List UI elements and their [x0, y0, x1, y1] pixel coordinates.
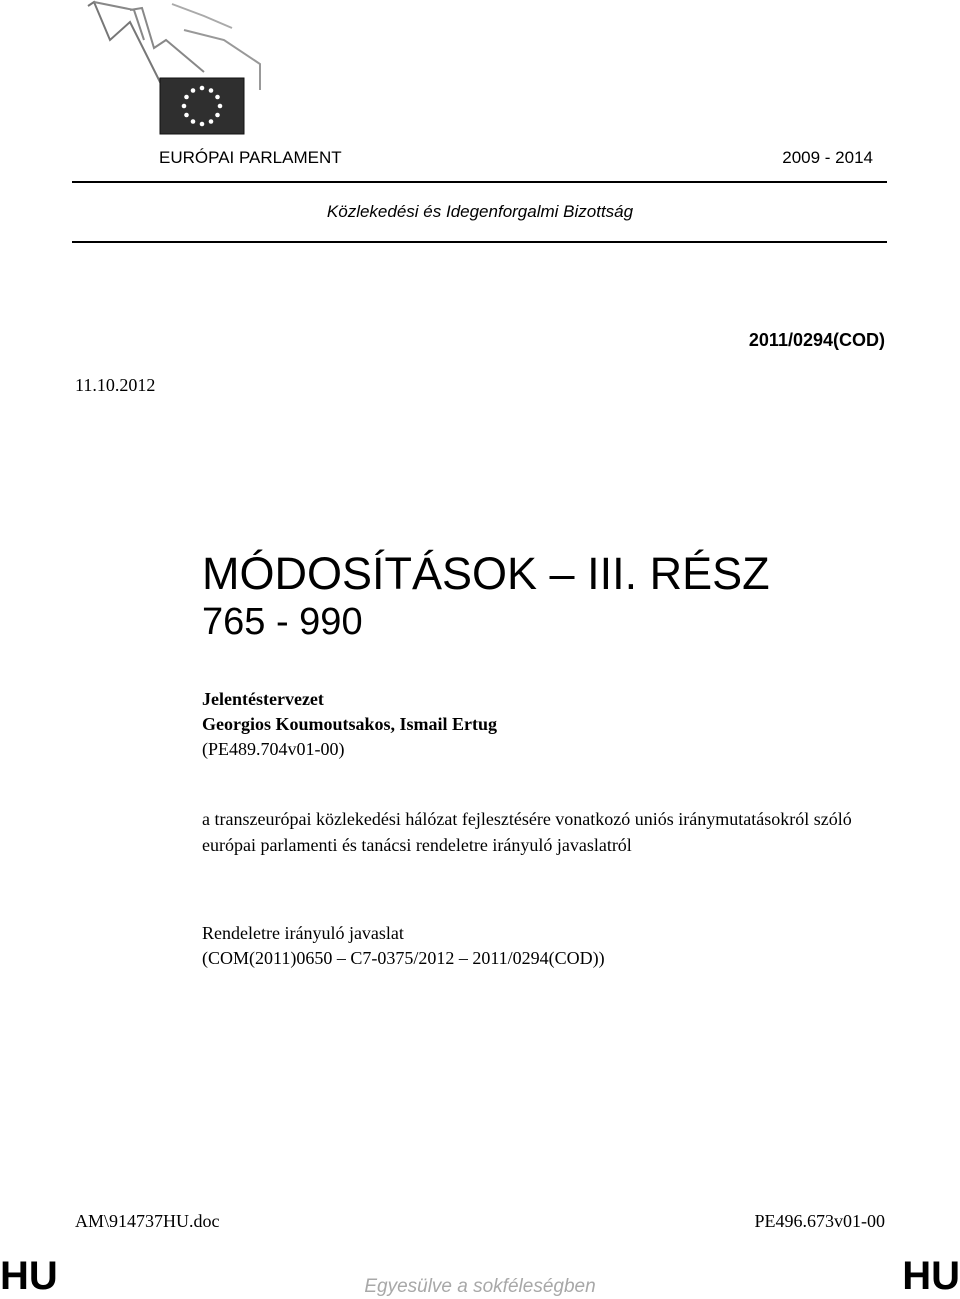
subject-text: a transzeurópai közlekedési hálózat fejlesztésére vonatkozó uniós iránymutatásokról szóló európai parlamenti és tanácsi rendeletre irányuló javaslatról: [202, 809, 852, 855]
procedure-number: 2011/0294(COD): [748, 330, 885, 350]
european-parliament-logo-icon: [84, 0, 264, 140]
parliament-name: EURÓPAI PARLAMENT: [159, 148, 342, 167]
proposal-references: (COM(2011)0650 – C7-0375/2012 – 2011/0294(COD)): [202, 948, 605, 968]
committee-divider: [72, 241, 887, 243]
report-type: Jelentéstervezet: [202, 689, 324, 709]
amendment-range: 765 - 990: [202, 601, 363, 643]
language-code-right: HU: [902, 1254, 960, 1298]
proposal-label: Rendeletre irányuló javaslat: [202, 923, 404, 943]
footer-pe-number: PE496.673v01-00: [754, 1211, 885, 1231]
eu-motto: Egyesülve a sokféleségben: [364, 1276, 596, 1297]
document-title: MÓDOSÍTÁSOK – III. RÉSZ: [202, 548, 770, 599]
footer-file-name: AM\914737HU.doc: [75, 1211, 220, 1231]
pe-reference: (PE489.704v01-00): [202, 739, 345, 759]
language-code-left: HU: [0, 1254, 58, 1298]
parliamentary-term: 2009 - 2014: [782, 148, 873, 167]
header-divider: [72, 181, 887, 183]
document-date: 11.10.2012: [75, 375, 156, 395]
rapporteurs: Georgios Koumoutsakos, Ismail Ertug: [202, 714, 498, 734]
committee-name: Közlekedési és Idegenforgalmi Bizottság: [326, 202, 634, 221]
